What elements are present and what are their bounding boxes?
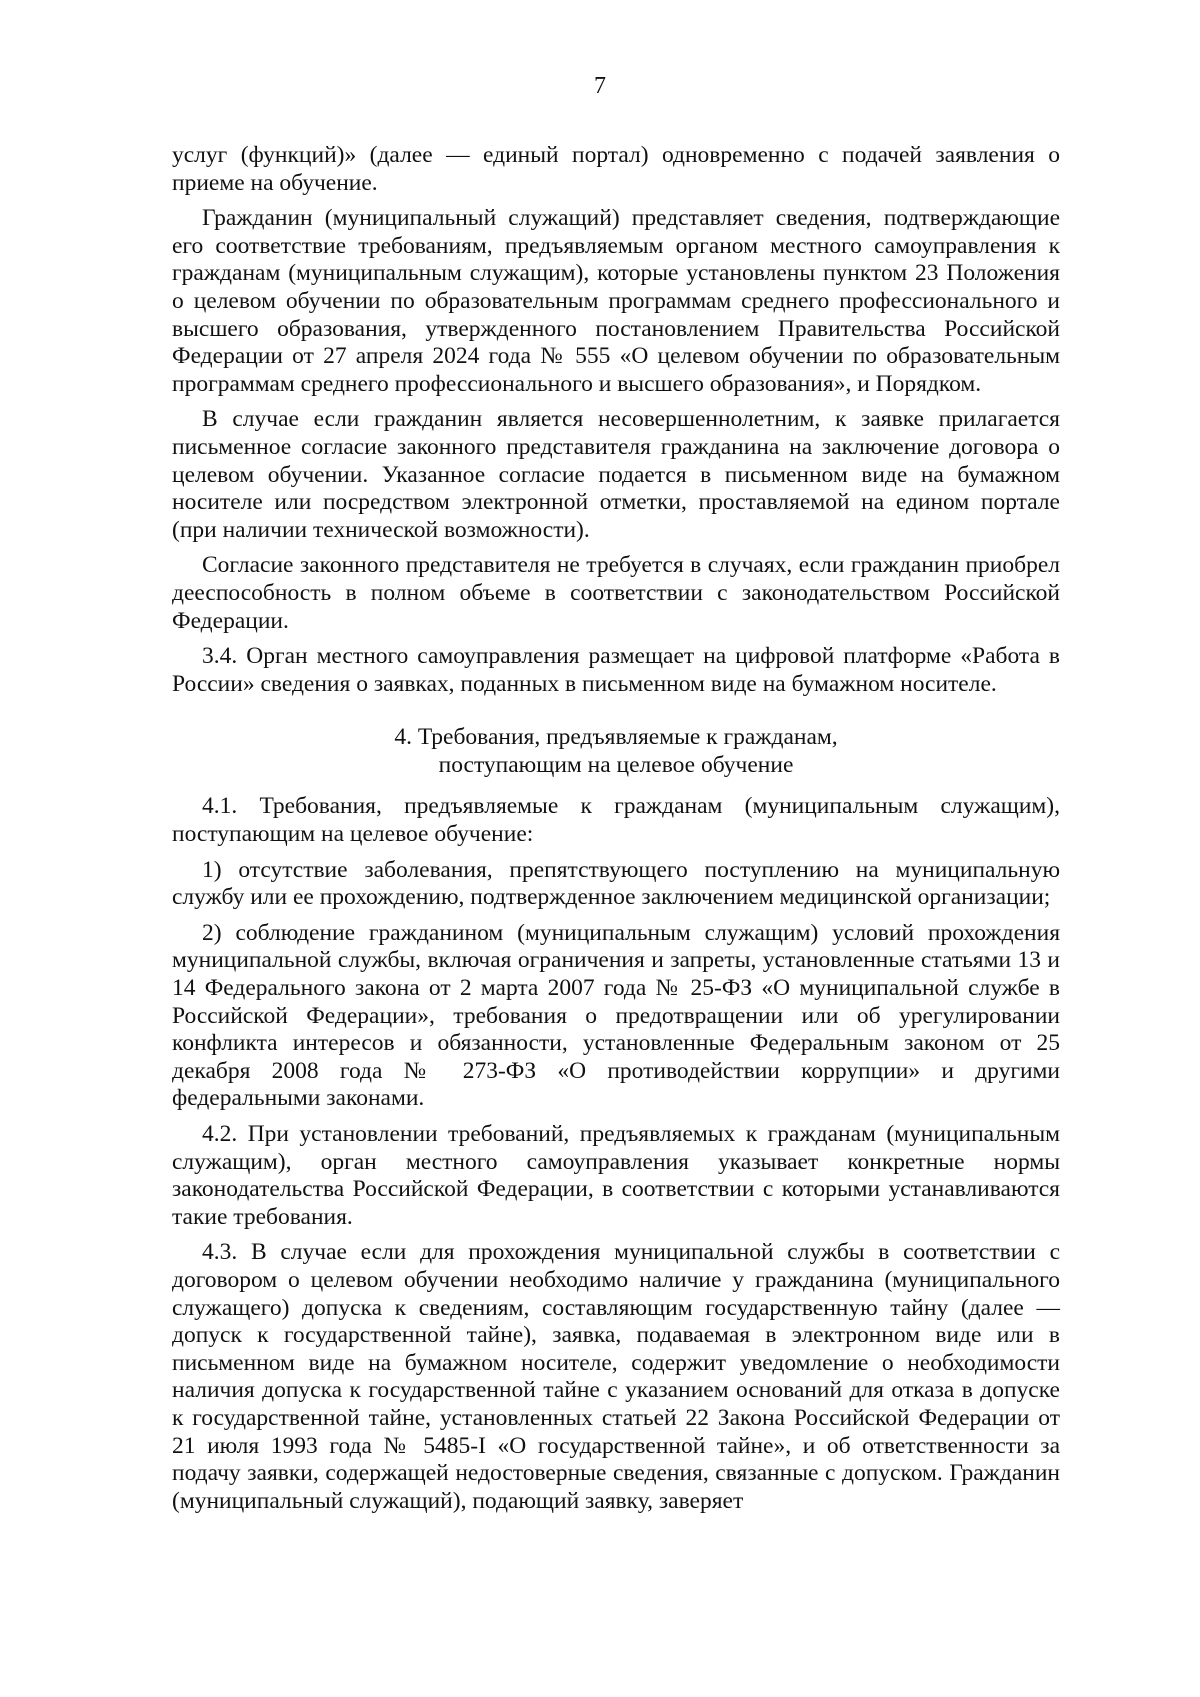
- paragraph-minor-consent: В случае если гражданин является несовершеннолетним, к заявке прилагается письменное согласие законного представителя гражданина на заключение договора о целевом обучении. Указанное согласие подается в письменном виде на бумажном носителе или посредством электронной отметки, проставляемой на едином портале (при наличии технической возможности).: [172, 406, 1060, 543]
- section-heading-line-2: поступающим на целевое обучение: [438, 751, 794, 778]
- paragraph-consent-exception: Согласие законного представителя не требуется в случаях, если гражданин приобрел дееспособность в полном объеме в соответствии с законодательством Российской Федерации.: [172, 552, 1060, 634]
- paragraph-4-1: 4.1. Требования, предъявляемые к гражданам (муниципальным служащим), поступающим на целевое обучение:: [172, 793, 1060, 848]
- document-body: [172, 142, 1060, 1523]
- paragraph-4-1-item-2: 2) соблюдение гражданином (муниципальным служащим) условий прохождения муниципальной службы, включая ограничения и запреты, установленные статьями 13 и 14 Федерального закона от 2 марта 2007 года № 25-ФЗ «О муниципальной службе в Российской Федерации», требования о предотвращении или об урегулировании конфликта интересов и обязанности, установленные Федеральным законом от 25 декабря 2008 года № 273-ФЗ «О противодействии коррупции» и другими федеральными законами.: [172, 919, 1060, 1112]
- page-number: 7: [594, 73, 606, 99]
- paragraph-4-3: 4.3. В случае если для прохождения муниципальной службы в соответствии с договором о целевом обучении необходимо наличие у гражданина (муниципального служащего) допуска к сведениям, составляющим государственную тайну (далее — допуск к государственной тайне), заявка, подаваемая в электронном виде или в письменном виде на бумажном носителе, содержит уведомление о необходимости наличия допуска к государственной тайне с указанием оснований для отказа в допуске к государственной тайне, установленных статьей 22 Закона Российской Федерации от 21 июля 1993 года № 5485-I «О государственной тайне», и об ответственности за подачу заявки, содержащей недостоверные сведения, связанные с допуском. Гражданин (муниципальный служащий), подающий заявку, заверяет: [172, 1239, 1060, 1514]
- paragraph-4-2: 4.2. При установлении требований, предъявляемых к гражданам (муниципальным служащим), орган местного самоуправления указывает конкретные нормы законодательства Российской Федерации, в соответствии с которыми устанавливаются такие требования.: [172, 1121, 1060, 1230]
- paragraph-3-4: 3.4. Орган местного самоуправления размещает на цифровой платформе «Работа в России» сведения о заявках, поданных в письменном виде на бумажном носителе.: [172, 643, 1060, 697]
- paragraph-applicant-info: Гражданин (муниципальный служащий) представляет сведения, подтверждающие его соответствие требованиям, предъявляемым органом местного самоуправления к гражданам (муниципальным служащим), которые установлены пунктом 23 Положения о целевом обучении по образовательным программам среднего профессионального и высшего образования, утвержденного постановлением Правительства Российской Федерации от 27 апреля 2024 года № 555 «О целевом обучении по образовательным программам среднего профессионального и высшего образования», и Порядком.: [172, 205, 1060, 397]
- section-heading: [172, 724, 1060, 779]
- section-heading-line-1: 4. Требования, предъявляемые к гражданам,: [394, 724, 838, 751]
- paragraph-4-1-item-1: 1) отсутствие заболевания, препятствующего поступлению на муниципальную службу или ее прохождению, подтвержденное заключением медицинской организации;: [172, 856, 1060, 911]
- paragraph-continuation: услуг (функций)» (далее — единый портал) одновременно с подачей заявления о приеме на обучение.: [172, 142, 1060, 196]
